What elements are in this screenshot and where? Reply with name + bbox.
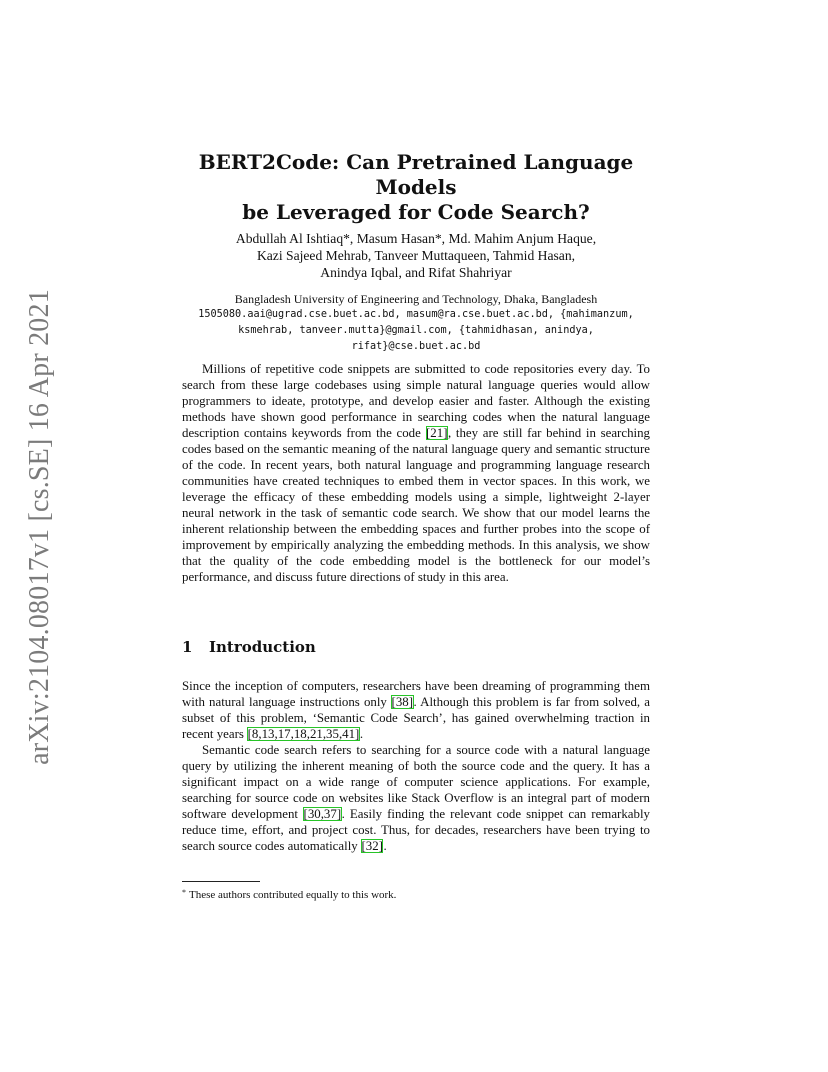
author-list	[180, 230, 652, 281]
email-line-3: rifat}@cse.buet.ac.bd	[351, 341, 481, 352]
footnote-marker: *	[182, 888, 186, 897]
citation-link[interactable]: [21]	[426, 426, 448, 440]
arxiv-identifier-text: arXiv:2104.08017v1 [cs.SE] 16 Apr 2021	[24, 289, 55, 765]
footnote	[182, 886, 396, 902]
para2-text-a: Semantic code search refers to searching for a source code with a natural language query by utilizing the inherent meaning of both the source code and the query. It has a significant impact on a wide range of computer science applications. For example, searching for source code on websites like Stack Overflow is an integral part of modern software development	[182, 743, 650, 821]
intro-paragraph-1	[182, 678, 650, 742]
authors-line-3: Anindya Iqbal, and Rifat Shahriyar	[320, 265, 512, 280]
institution: Bangladesh University of Engineering and Technology, Dhaka, Bangladesh	[234, 292, 598, 306]
para1-text-c: .	[359, 727, 364, 741]
para2-text-c: .	[383, 839, 387, 853]
paper-title	[180, 150, 652, 225]
citation-link[interactable]: [32]	[361, 839, 383, 853]
footnote-rule	[182, 881, 260, 882]
section-heading	[182, 638, 316, 656]
citation-link[interactable]: [38]	[391, 695, 414, 709]
para2-text-b: . Easily finding the relevant code snippet can remarkably reduce time, effort, and project cost. Thus, for decades, researchers have been trying to search source codes automatically	[182, 807, 650, 853]
intro-paragraph-2	[182, 742, 650, 854]
authors-line-2: Kazi Sajeed Mehrab, Tanveer Muttaqueen, Tahmid Hasan,	[256, 248, 576, 263]
authors-line-1: Abdullah Al Ishtiaq*, Masum Hasan*, Md. Mahim Anjum Haque,	[235, 231, 597, 246]
title-line-2: be Leveraged for Code Search?	[242, 200, 590, 224]
email-line-1: 1505080.aai@ugrad.cse.buet.ac.bd, masum@ra.cse.buet.ac.bd, {mahimanzum,	[198, 309, 634, 320]
para1-text-b: . Although this problem is far from solved, a subset of this problem, ‘Semantic Code Search’, has gained overwhelming traction in recent years	[182, 695, 651, 741]
abstract-text-a: Millions of repetitive code snippets are submitted to code repositories every day. To search from these large codebases using simple natural language queries would allow programmers to ideate, prototype, and develop easier and faster. Although the existing methods have shown good performance in searching codes when the natural language description contains keywords from the code	[182, 362, 650, 440]
para1-text-a: Since the inception of computers, researchers have been dreaming of programming them with natural language instructions only	[182, 679, 650, 709]
citation-link[interactable]: [30,37]	[303, 807, 342, 821]
abstract	[182, 361, 650, 585]
arxiv-identifier	[18, 289, 62, 765]
email-line-2: ksmehrab, tanveer.mutta}@gmail.com, {tahmidhasan, anindya,	[238, 325, 594, 336]
section-number: 1	[182, 638, 193, 656]
abstract-text-b: , they are still far behind in searching codes based on the semantic meaning of the natural language query and semantic structure of the code. In recent years, both natural language and programming language research communities have created techniques to embed them in vector spaces. In this work, we leverage the efficacy of these embedding models using a simple, lightweight 2-layer neural network in the task of semantic code search. We show that our model learns the inherent relationship between the embedding spaces and further probes into the scope of improvement by empirically analyzing the embedding methods. In this analysis, we show that the quality of the code embedding model is the bottleneck for our model’s performance, and discuss future directions of study in this area.	[182, 426, 650, 584]
footnote-text: These authors contributed equally to this work.	[189, 889, 397, 901]
section-title: Introduction	[209, 638, 316, 656]
title-line-1: BERT2Code: Can Pretrained Language Models	[198, 150, 634, 199]
citation-link[interactable]: [8,13,17,18,21,35,41]	[247, 727, 360, 741]
affiliation-block	[180, 291, 652, 355]
